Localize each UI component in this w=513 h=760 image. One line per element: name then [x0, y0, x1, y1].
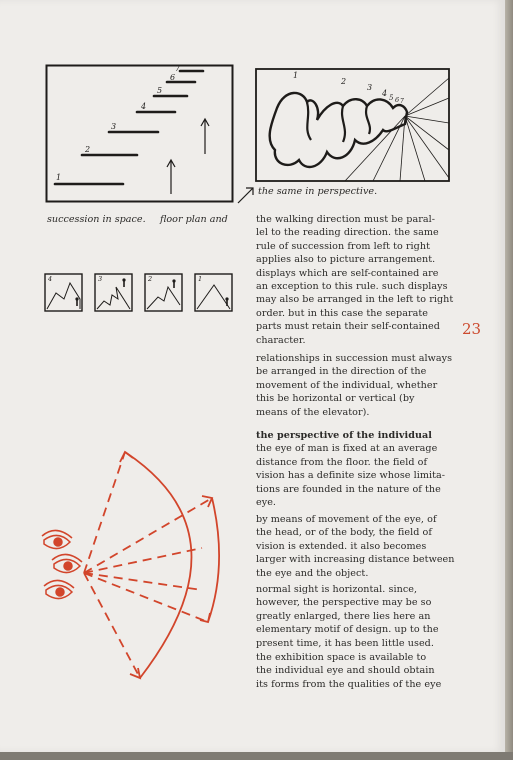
page-number: 23 [462, 320, 482, 338]
field-of-vision-diagram [40, 440, 240, 690]
text-line: present time, it has been little used. [256, 637, 434, 649]
perspective-number: 5 [389, 94, 394, 102]
text-line: means of the elevator). [256, 406, 370, 418]
text-line: its forms from the qualities of the eye [256, 678, 442, 690]
step-number: 5 [157, 86, 163, 95]
paragraph-normal-sight [256, 583, 451, 650]
perspective-number: 7 [400, 98, 404, 105]
text-line: larger with increasing distance between [256, 554, 455, 566]
perspective-number: 4 [382, 89, 388, 98]
text-line: order. but in this case the separate [256, 307, 429, 319]
text-line: vision has a definite size whose limita- [256, 470, 446, 482]
step-number: 2 [85, 145, 91, 154]
caption-perspective: the same in perspective. [258, 186, 378, 197]
text-line: this be horizontal or vertical (by [256, 393, 415, 405]
text-line: eye. [256, 497, 277, 509]
step-number: 6 [170, 73, 176, 82]
text-line: be arranged in the direction of the [256, 366, 427, 378]
text-line: normal sight is horizontal. since, [256, 584, 418, 595]
text-line: displays which are self-contained are [256, 267, 439, 279]
text-line: relationships in succession must always [256, 353, 453, 364]
text-line: parts must retain their self-contained [256, 321, 440, 333]
caption-pointer-arrow [234, 183, 258, 207]
perspective-panels [270, 93, 407, 167]
caption-succession: succession in space. [47, 214, 146, 225]
paragraph-walking-direction [256, 213, 454, 347]
panel-number: 2 [148, 275, 153, 283]
text-line: may also be arranged in the left to right [256, 294, 454, 306]
paragraph-exhibition-space [256, 651, 451, 691]
vision-arc-inner [208, 498, 219, 622]
step-number: 7 [175, 64, 181, 73]
text-line: the exhibition space is available to [256, 652, 427, 663]
caption-floor-plan: floor plan and [160, 214, 228, 225]
text-line: applies also to picture arrangement. [256, 254, 436, 266]
page-edge-bottom [0, 752, 513, 760]
text-line: elementary motif of design. up to the [256, 624, 439, 636]
section-heading: the perspective of the individual [256, 430, 432, 441]
panel-number: 1 [198, 275, 203, 283]
paragraph-relationships [256, 352, 451, 419]
perspective-number: 6 [395, 96, 400, 104]
perspective-diagram [255, 68, 451, 183]
text-line: the eye and the object. [256, 567, 369, 579]
step-number: 3 [111, 122, 117, 131]
text-line: rule of succession from left to right [256, 240, 431, 252]
text-line: movement of the individual, whether [256, 379, 438, 391]
paragraph-movement [256, 513, 455, 580]
text-line: however, the perspective may be so [256, 597, 432, 609]
text-line: tions are founded in the nature of the [256, 483, 441, 495]
perspective-number: 2 [341, 77, 347, 86]
text-line: the walking direction must be paral- [256, 214, 436, 225]
step-number: 1 [56, 173, 62, 182]
perspective-number: 3 [367, 83, 373, 92]
small-panels-diagram [44, 273, 240, 319]
paragraph-perspective [256, 429, 451, 509]
text-line: the individual eye and should obtain [256, 665, 435, 677]
text-line: distance from the floor. the field of [256, 456, 428, 468]
text-line: by means of movement of the eye, of [256, 514, 437, 525]
page-edge-right [505, 0, 513, 760]
step-number: 4 [141, 102, 147, 111]
text-line: an exception to this rule. such displays [256, 281, 448, 293]
text-line: the head, or of the body, the field of [256, 527, 432, 539]
vision-arc-outer [125, 452, 191, 678]
floor-plan-diagram [45, 64, 235, 204]
text-line: the eye of man is fixed at an average [256, 443, 438, 455]
text-line: lel to the reading direction. the same [256, 227, 439, 239]
panel-number: 4 [48, 275, 53, 283]
eye-icons [42, 530, 82, 598]
text-line: character. [256, 334, 306, 346]
perspective-number: 1 [293, 71, 299, 80]
text-line: greatly enlarged, there lies here an [256, 610, 431, 622]
text-line: vision is extended. it also becomes [256, 540, 427, 552]
panel-number: 3 [98, 275, 103, 283]
